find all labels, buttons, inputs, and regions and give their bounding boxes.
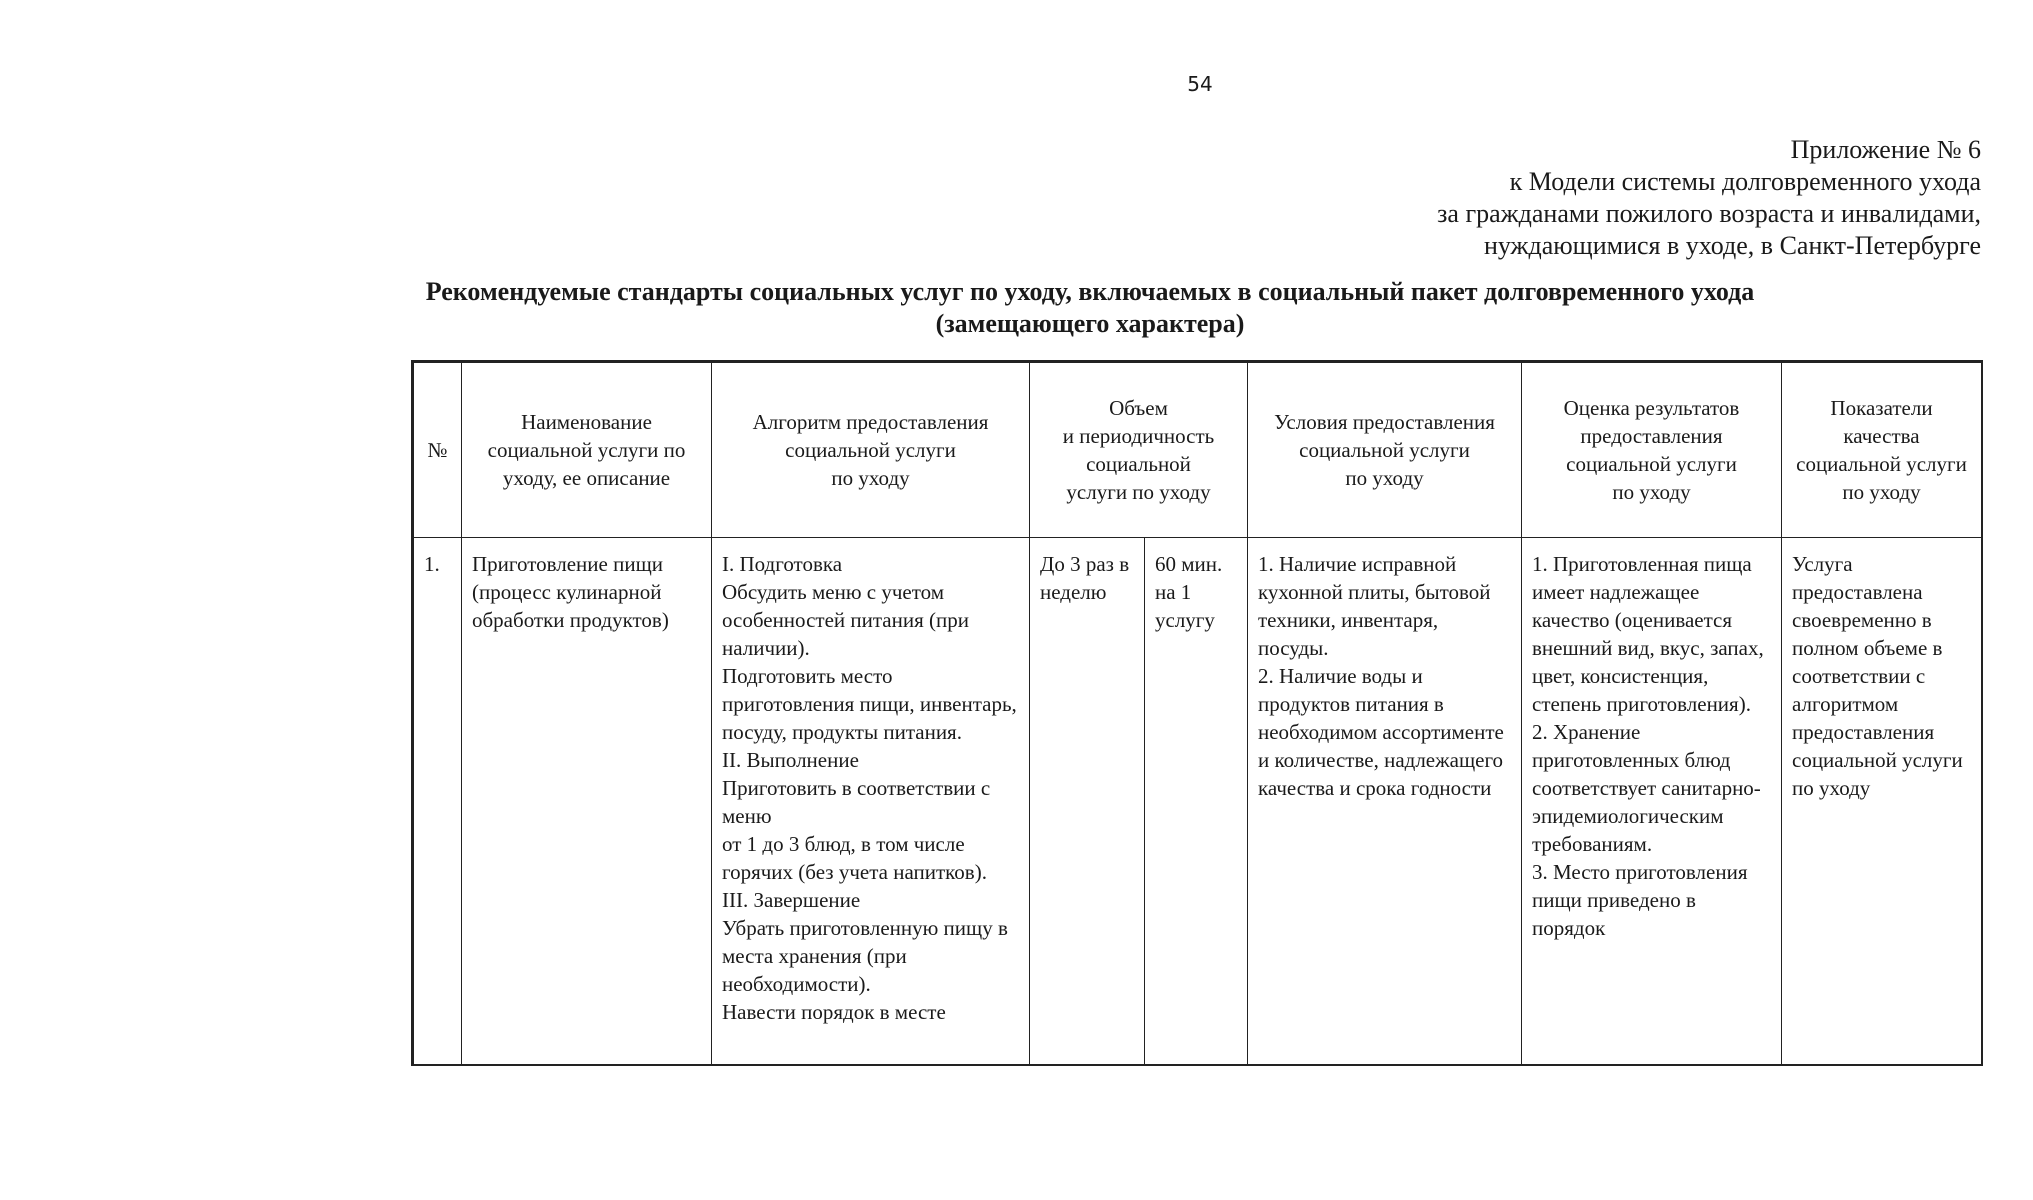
row-quality-indicators: Услуга предоставлена своевременно в полном объеме в соответствии с алгоритмом предоставления социальной услуги по уходу xyxy=(1782,538,1982,1067)
standards-table xyxy=(413,362,1982,1066)
header-algorithm: Алгоритм предоставления социальной услуги по уходу xyxy=(712,363,1030,538)
header-conditions: Условия предоставления социальной услуги по уходу xyxy=(1248,363,1522,538)
document-title-line-1: Рекомендуемые стандарты социальных услуг по уходу, включаемых в социальный пакет долговременного ухода xyxy=(425,277,1755,306)
table-header-row xyxy=(414,363,1982,538)
appendix-line-3: за гражданами пожилого возраста и инвалидами, xyxy=(1437,199,1981,228)
appendix-note xyxy=(1437,134,1981,262)
row-algorithm: I. Подготовка Обсудить меню с учетом особенностей питания (при наличии). Подготовить место приготовления пищи, инвентарь, посуду, продукты питания. II. Выполнение Приготовить в соответствии с меню от 1 до 3 блюд, в том числе горячих (без учета напитков). III. Завершение Убрать приготовленную пищу в места хранения (при необходимости). Навести порядок в месте xyxy=(712,538,1030,1067)
appendix-line-4: нуждающимися в уходе, в Санкт-Петербурге xyxy=(1483,231,1981,260)
header-quality-indicators: Показатели качества социальной услуги по уходу xyxy=(1782,363,1982,538)
header-number: № xyxy=(414,363,462,538)
row-service-name: Приготовление пищи (процесс кулинарной обработки продуктов) xyxy=(462,538,712,1067)
standards-table-container xyxy=(411,360,1983,1066)
row-number: 1. xyxy=(414,538,462,1067)
row-evaluation: 1. Приготовленная пища имеет надлежащее качество (оценивается внешний вид, вкус, запах, цвет, консистенция, степень приготовления). 2. Хранение приготовленных блюд соответствует санитарно-эпидемиологическим требованиям. 3. Место приготовления пищи приведено в порядок xyxy=(1522,538,1782,1067)
document-title-line-2: (замещающего характера) xyxy=(935,309,1245,338)
row-duration: 60 мин. на 1 услугу xyxy=(1145,538,1248,1067)
appendix-line-2: к Модели системы долговременного ухода xyxy=(1509,167,1981,196)
header-service-name: Наименование социальной услуги по уходу, ее описание xyxy=(462,363,712,538)
document-title xyxy=(400,276,1780,340)
header-volume-frequency: Объем и периодичность социальной услуги по уходу xyxy=(1030,363,1248,538)
page-number: 54 xyxy=(1187,72,1213,96)
row-conditions: 1. Наличие исправной кухонной плиты, бытовой техники, инвентаря, посуды. 2. Наличие воды и продуктов питания в необходимом ассортименте и количестве, надлежащего качества и срока годности xyxy=(1248,538,1522,1067)
table-row xyxy=(414,538,1982,1067)
appendix-line-1: Приложение № 6 xyxy=(1790,135,1981,164)
row-frequency: До 3 раз в неделю xyxy=(1030,538,1145,1067)
header-evaluation: Оценка результатов предоставления социальной услуги по уходу xyxy=(1522,363,1782,538)
